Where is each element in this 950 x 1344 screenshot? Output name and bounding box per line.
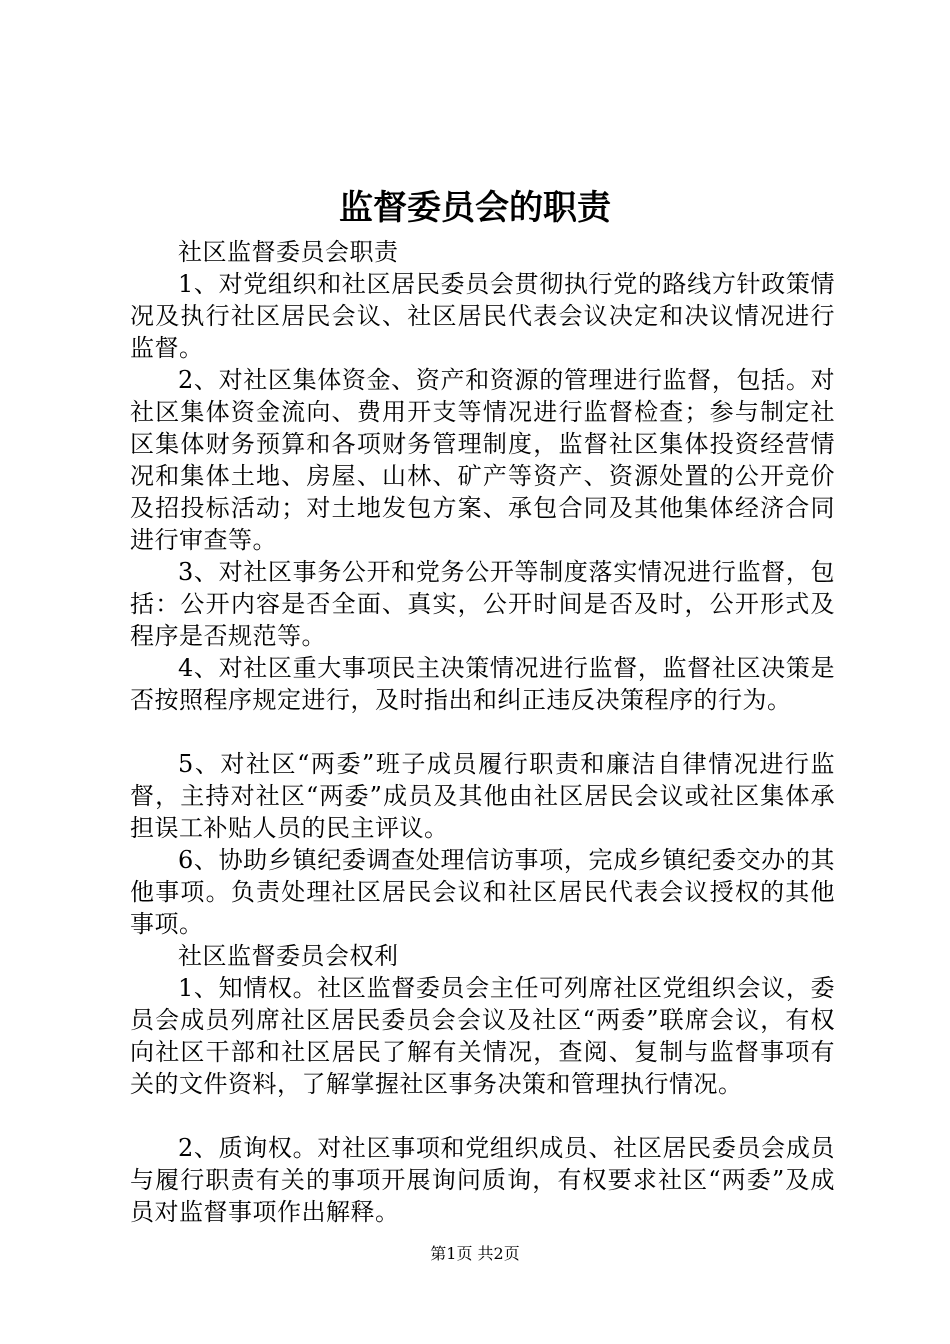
- duty-item-3: 3、对社区事务公开和党务公开等制度落实情况进行监督，包括：公开内容是否全面、真实，公开时间是否及时，公开形式及程序是否规范等。: [130, 558, 835, 650]
- duty-item-4: 4、对社区重大事项民主决策情况进行监督，监督社区决策是否按照程序规定进行，及时指出和纠正违反决策程序的行为。: [130, 654, 835, 714]
- page-footer: 第1页 共2页: [430, 1244, 520, 1263]
- duty-item-6: 6、协助乡镇纪委调查处理信访事项，完成乡镇纪委交办的其他事项。负责处理社区居民会议和社区居民代表会议授权的其他事项。: [130, 846, 835, 938]
- duty-item-1: 1、对党组织和社区居民委员会贯彻执行党的路线方针政策情况及执行社区居民会议、社区居民代表会议决定和决议情况进行监督。: [130, 270, 835, 362]
- right-item-2: 2、质询权。对社区事项和党组织成员、社区居民委员会成员与履行职责有关的事项开展询问质询，有权要求社区“两委”及成员对监督事项作出解释。: [130, 1134, 835, 1226]
- page-title: 监督委员会的职责: [339, 188, 611, 228]
- section-heading-duties: 社区监督委员会职责: [178, 238, 399, 266]
- duty-item-2: 2、对社区集体资金、资产和资源的管理进行监督，包括。对社区集体资金流向、费用开支等情况进行监督检查；参与制定社区集体财务预算和各项财务管理制度，监督社区集体投资经营情况和集体土地、房屋、山林、矿产等资产、资源处置的公开竞价及招投标活动；对土地发包方案、承包合同及其他集体经济合同进行审查等。: [130, 366, 835, 554]
- section-heading-rights: 社区监督委员会权利: [178, 942, 399, 970]
- document-body: [130, 236, 835, 1228]
- duty-item-5: 5、对社区“两委”班子成员履行职责和廉洁自律情况进行监督，主持对社区“两委”成员及其他由社区居民会议或社区集体承担误工补贴人员的民主评议。: [130, 750, 835, 842]
- right-item-1: 1、知情权。社区监督委员会主任可列席社区党组织会议，委员会成员列席社区居民委员会会议及社区“两委”联席会议，有权向社区干部和社区居民了解有关情况，查阅、复制与监督事项有关的文件资料，了解掌握社区事务决策和管理执行情况。: [130, 974, 835, 1098]
